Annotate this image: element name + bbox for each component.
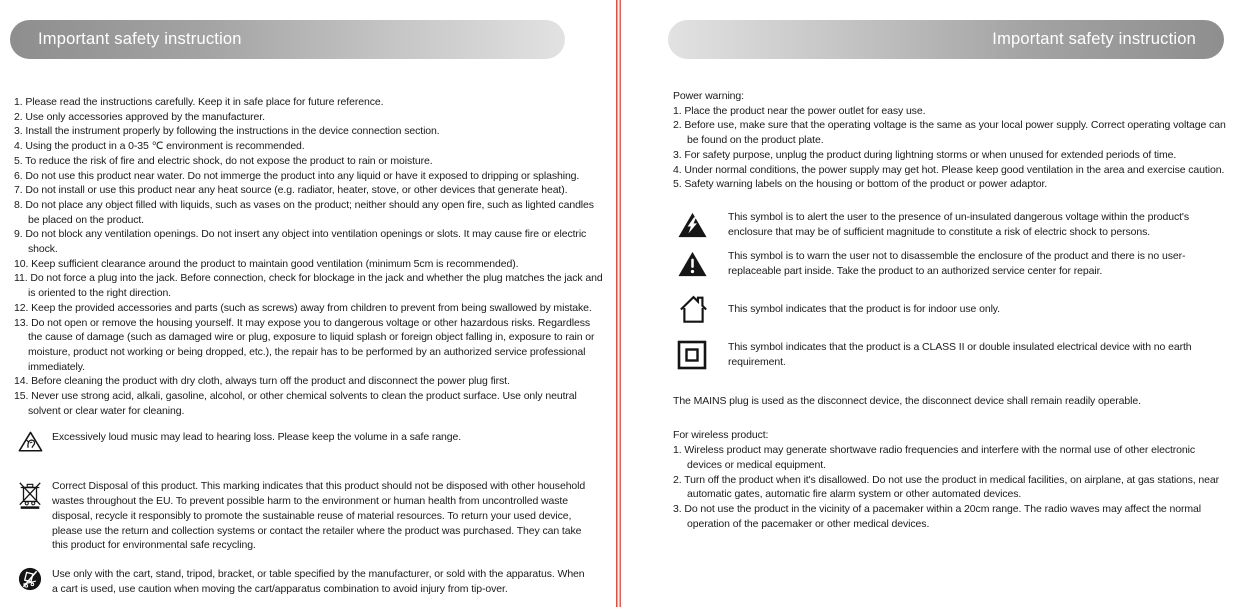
list-item: 14. Before cleaning the product with dry cloth, always turn off the product and disconnect the power plug first. (14, 375, 510, 388)
page-left (0, 0, 616, 607)
page-title: Important safety instruction (992, 30, 1196, 48)
symbol-text: This symbol is to warn the user not to disassemble the enclosure of the product and there is no user-replaceable part inside. Take the product to an authorized service center for repair. (728, 250, 1186, 278)
list-item: 2. Before use, make sure that the operating voltage is the same as your local power supply. Correct operating voltage can be found on the product plate. (673, 119, 1226, 147)
weee-crossed-bin-icon (16, 479, 44, 509)
list-item: 1. Wireless product may generate shortwave radio frequencies and interfere with the normal use of other electronic devices or medical equipment. (673, 444, 1196, 471)
list-item: 1. Place the product near the power outlet for easy use. (673, 104, 926, 117)
symbol-row-indoor-use (673, 293, 1226, 326)
list-item: 6. Do not use this product near water. Do not immerge the product into any liquid or have it exposed to dripping or splashing. (14, 169, 580, 182)
symbol-text: This symbol indicates that the product is a CLASS II or double insulated electrical device with no earth requirement. (728, 341, 1192, 368)
page-title: Important safety instruction (38, 30, 242, 48)
mains-disconnect-note: The MAINS plug is used as the disconnect device, the disconnect device shall remain readily operable. (673, 394, 1141, 407)
disposal-warning-text: Correct Disposal of this product. This marking indicates that this product should not be disposed with other household wastes throughout the EU. To prevent possible harm to the environment or human health from uncontrolled waste disposal, recycle it responsibly to promote the sustainable reuse of material resources. To return your used device, please use the return and collection systems or contact the retailer where the product was purchased. They can take this product for environmental safe recycling. (52, 480, 586, 552)
wireless-product-list (673, 443, 1226, 531)
list-item: 13. Do not open or remove the housing yourself. It may expose you to dangerous voltage or other hazardous risks. Regardless the cause of damage (such as damaged wire or plug, exposure to liquid splash or foreign object falling in, exposure to rain or moisture, product not working or being dropped, etc.), the repair has to be performed by an authorized service professional immediately. (14, 316, 595, 373)
wireless-product-title: For wireless product: (673, 429, 769, 442)
symbol-row-voltage (673, 210, 1226, 239)
list-item: 4. Using the product in a 0-35 ℃ environment is recommended. (14, 140, 305, 153)
list-item: 11. Do not force a plug into the jack. Before connection, check for blockage in the jack and whether the plug matches the jack and is oriented to the right direction. (14, 272, 603, 300)
exclamation-triangle-icon (677, 250, 711, 278)
lightning-triangle-icon (677, 211, 711, 239)
list-item: 3. Do not use the product in the vicinity of a pacemaker within a 20cm range. The radio waves may affect the normal operation of the pacemaker or other medical devices. (673, 502, 1201, 530)
list-item: 4. Under normal conditions, the power supply may get hot. Please keep good ventilation in the area and exercise caution. (673, 163, 1225, 176)
power-warning-title: Power warning: (673, 90, 744, 102)
list-item: 3. For safety purpose, unplug the product during lightning storms or when unused for extended periods of time. (673, 148, 1177, 161)
cart-tipover-icon (16, 567, 44, 591)
list-item: 15. Never use strong acid, alkali, gasoline, alcohol, or other chemical solvents to clean the product surface. Use only neutral solvent or clear water for cleaning. (14, 390, 577, 417)
list-item: 1. Please read the instructions carefully. Keep it in safe place for future reference. (14, 96, 384, 108)
list-item: 2. Use only accessories approved by the manufacturer. (14, 110, 265, 123)
list-item: 10. Keep sufficient clearance around the product to maintain good ventilation (minimum 5cm is recommended). (14, 257, 519, 270)
list-item: 2. Turn off the product when it's disallowed. Do not use the product in medical facilities, on airplane, at gas stations, near automatic gates, automatic fire alarm system or other automated devices. (673, 473, 1220, 501)
warning-row-hearing (16, 430, 602, 453)
page-right (621, 0, 1235, 607)
symbol-text: This symbol indicates that the product is for indoor use only. (728, 302, 1000, 315)
hearing-warning-icon (16, 430, 44, 453)
page-right-title-banner (668, 20, 1224, 59)
warning-blocks (16, 430, 602, 596)
class-ii-double-square-icon (677, 340, 711, 370)
symbol-explanations (673, 210, 1226, 370)
indoor-house-icon (677, 293, 711, 326)
symbol-text: This symbol is to alert the user to the presence of un-insulated dangerous voltage within the product's enclosure that may be of sufficient magnitude to constitute a risk of electric shock to persons. (728, 210, 1189, 238)
page-left-title-banner (10, 20, 565, 59)
hearing-warning-text: Excessively loud music may lead to hearing loss. Please keep the volume in a safe range. (52, 431, 462, 444)
list-item: 5. To reduce the risk of fire and electric shock, do not expose the product to rain or moisture. (14, 154, 433, 167)
symbol-row-class-ii (673, 340, 1226, 370)
list-item: 9. Do not block any ventilation openings. Do not insert any object into ventilation openings or slots. It may cause fire or electric shock. (14, 228, 587, 256)
power-warning-list (673, 104, 1226, 192)
warning-row-cart (16, 567, 602, 596)
list-item: 3. Install the instrument properly by following the instructions in the device connection section. (14, 125, 440, 138)
warning-row-disposal (16, 479, 602, 553)
list-item: 12. Keep the provided accessories and parts (such as screws) away from children to prevent from being swallowed by mistake. (14, 301, 592, 314)
cart-warning-text: Use only with the cart, stand, tripod, bracket, or table specified by the manufacturer, or sold with the apparatus. When a cart is used, use caution when moving the cart/apparatus combination to avoid injury from tip-over. (52, 567, 585, 595)
symbol-row-no-disassembly (673, 249, 1226, 278)
list-item: 8. Do not place any object filled with liquids, such as vases on the product; neither should any open fire, such as lighted candles be placed on the product. (14, 198, 594, 226)
list-item: 5. Safety warning labels on the housing or bottom of the product or power adaptor. (673, 178, 1048, 191)
safety-instruction-list (14, 95, 604, 418)
page-right-content (673, 89, 1226, 531)
list-item: 7. Do not install or use this product near any heat source (e.g. radiator, heater, stove, or other devices that generate heat). (14, 184, 568, 197)
